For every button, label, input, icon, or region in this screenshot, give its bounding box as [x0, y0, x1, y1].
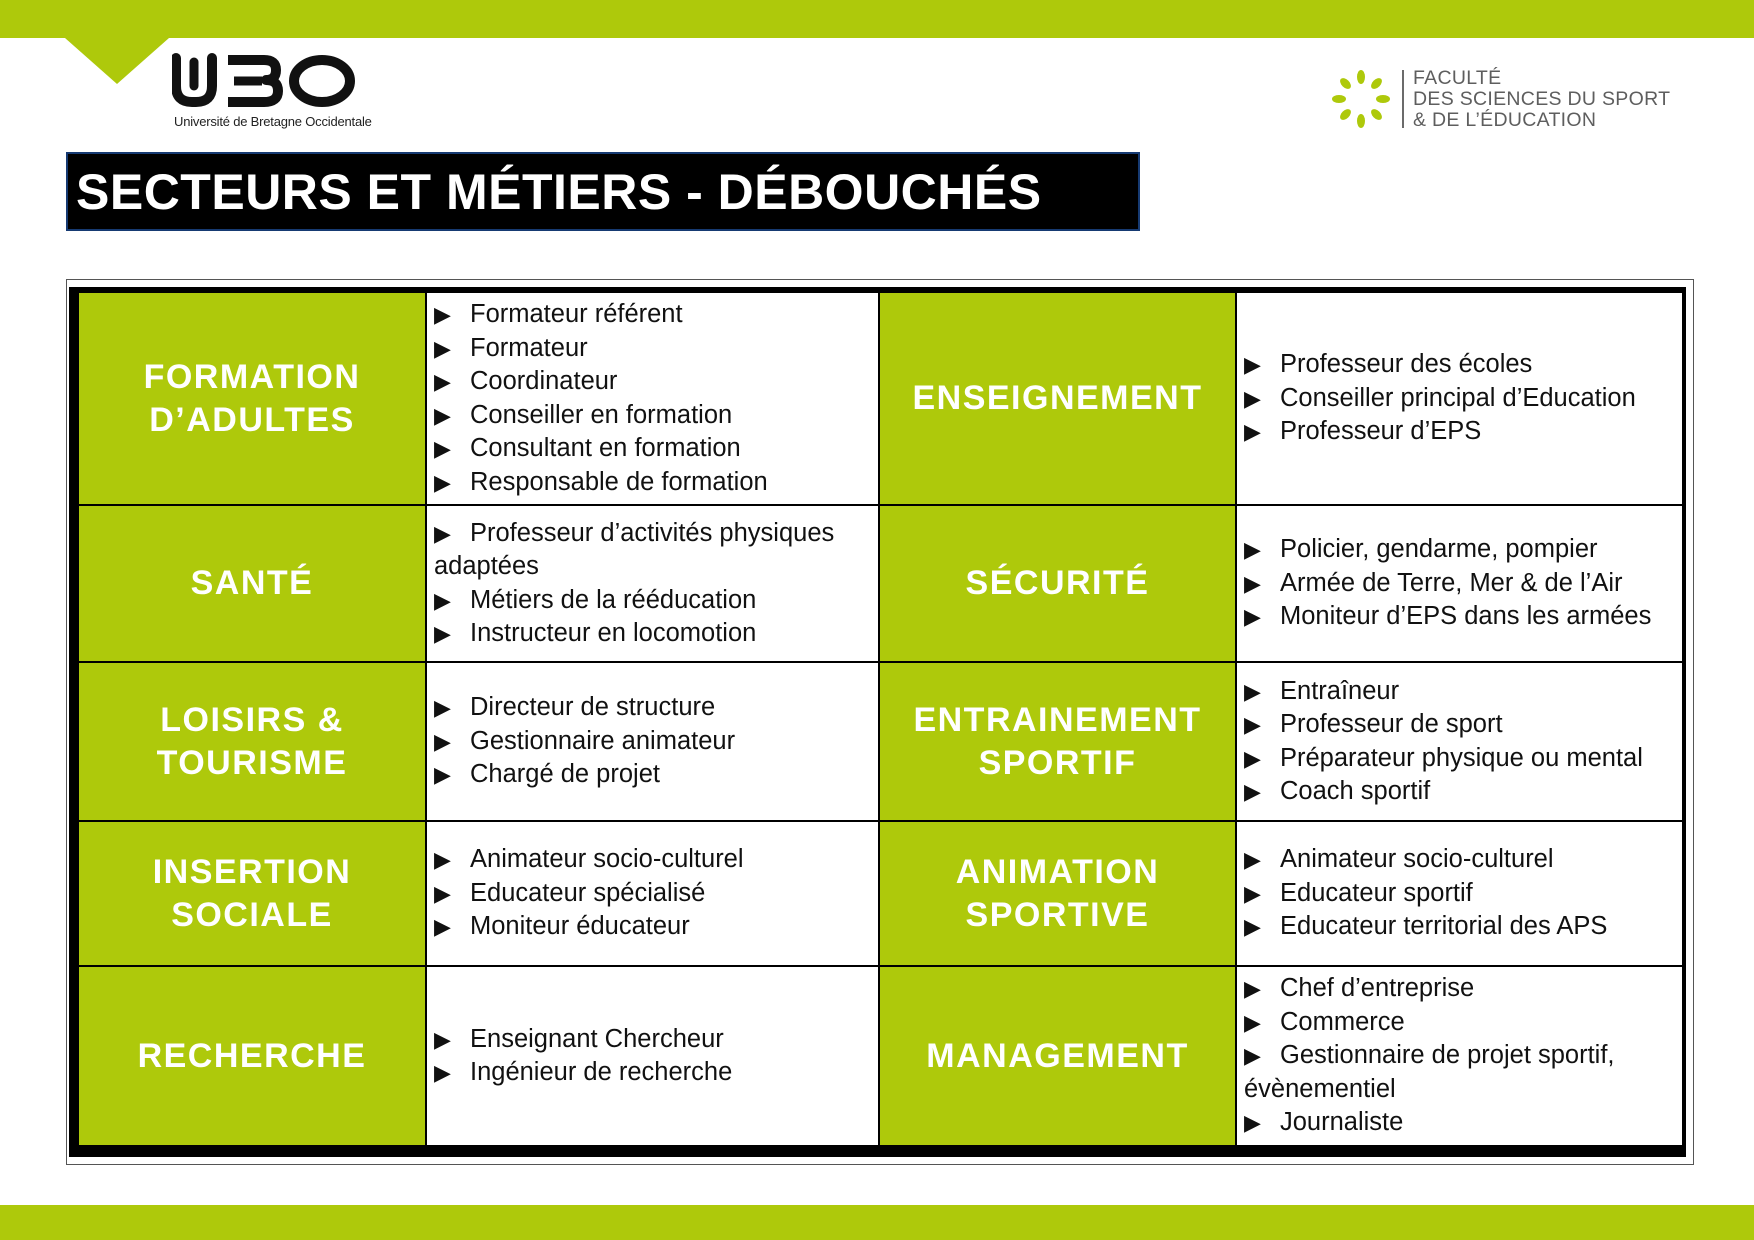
job-label: Journaliste — [1280, 1108, 1404, 1137]
bullet-arrow-icon: ▶ — [434, 914, 451, 940]
job-label: Conseiller en formation — [470, 400, 733, 429]
job-label: Educateur sportif — [1280, 878, 1473, 907]
bullet-arrow-icon: ▶ — [434, 520, 451, 546]
ubo-logo-mark — [172, 52, 358, 110]
bullet-arrow-icon: ▶ — [1244, 1009, 1261, 1035]
job-label: Armée de Terre, Mer & de l’Air — [1280, 568, 1623, 597]
top-band — [0, 0, 1754, 38]
bullet-arrow-icon: ▶ — [434, 847, 451, 873]
job-label: Coordinateur — [470, 367, 618, 395]
job-item — [1244, 910, 1607, 944]
bullet-arrow-icon: ▶ — [434, 436, 451, 461]
bullet-arrow-icon: ▶ — [1244, 604, 1261, 630]
job-item — [434, 691, 735, 725]
job-item — [434, 432, 768, 466]
sectors-table — [79, 293, 1682, 1151]
job-label: Enseignant Chercheur — [470, 1024, 724, 1053]
jobs-cell — [1237, 822, 1682, 965]
bullet-arrow-icon: ▶ — [434, 762, 451, 788]
jobs-list — [434, 298, 768, 499]
sector-label: INSERTION SOCIALE — [79, 822, 425, 965]
job-label: Gestionnaire animateur — [470, 726, 736, 755]
sector-label: MANAGEMENT — [880, 967, 1235, 1145]
bullet-arrow-icon: ▶ — [434, 1026, 451, 1052]
bullet-arrow-icon: ▶ — [434, 469, 451, 495]
bullet-arrow-icon: ▶ — [1244, 352, 1261, 378]
job-label: Professeur d’EPS — [1280, 417, 1482, 446]
faculty-logo-text — [1413, 68, 1670, 131]
job-item — [1244, 742, 1643, 776]
job-item — [1244, 775, 1643, 809]
bullet-arrow-icon: ▶ — [1244, 385, 1261, 411]
bullet-arrow-icon: ▶ — [434, 587, 451, 613]
bullet-arrow-icon: ▶ — [1244, 1043, 1261, 1069]
job-label: Professeur de sport — [1280, 710, 1503, 738]
faculty-logo-separator — [1402, 70, 1404, 128]
jobs-list — [434, 1023, 732, 1090]
sun-burst-icon — [1330, 68, 1392, 130]
sector-label: ENTRAINEMENT SPORTIF — [880, 663, 1235, 820]
job-label: Entraîneur — [1280, 676, 1400, 705]
job-item — [1244, 1039, 1682, 1106]
job-item — [1244, 567, 1651, 601]
job-label: Chef d’entreprise — [1280, 974, 1475, 1003]
bullet-arrow-icon: ▶ — [1244, 1110, 1261, 1136]
sector-label: SANTÉ — [79, 506, 425, 661]
bullet-arrow-icon: ▶ — [1244, 976, 1261, 1002]
job-label: Formateur — [470, 333, 588, 362]
faculty-logo — [1330, 64, 1710, 134]
job-label: Educateur territorial des APS — [1280, 912, 1608, 941]
job-label: Policier, gendarme, pompier — [1280, 535, 1598, 564]
bullet-arrow-icon: ▶ — [434, 369, 451, 394]
jobs-list — [1244, 843, 1607, 944]
job-item — [1244, 415, 1636, 449]
jobs-cell — [1237, 506, 1682, 661]
bullet-arrow-icon: ▶ — [434, 695, 451, 721]
faculty-line-2: DES SCIENCES DU SPORT — [1413, 88, 1671, 110]
bullet-arrow-icon: ▶ — [1244, 847, 1261, 873]
job-item — [1244, 348, 1636, 382]
job-label: Consultant en formation — [470, 434, 741, 462]
job-label: Moniteur d’EPS dans les armées — [1280, 602, 1652, 631]
sector-label: FORMATION D’ADULTES — [79, 293, 425, 504]
jobs-list — [1244, 533, 1651, 634]
bullet-arrow-icon: ▶ — [1244, 678, 1261, 704]
job-item — [434, 332, 768, 366]
bullet-arrow-icon: ▶ — [434, 621, 451, 646]
job-item — [434, 725, 735, 759]
job-label: Préparateur physique ou mental — [1280, 743, 1643, 772]
bullet-arrow-icon: ▶ — [1244, 712, 1261, 737]
jobs-list — [1244, 348, 1636, 449]
bullet-arrow-icon: ▶ — [1244, 779, 1261, 804]
bullet-arrow-icon: ▶ — [434, 880, 451, 906]
job-label: Moniteur éducateur — [470, 912, 690, 941]
job-item — [434, 877, 744, 911]
bullet-arrow-icon: ▶ — [434, 1060, 451, 1085]
job-label: Conseiller principal d’Education — [1280, 383, 1636, 412]
jobs-cell — [1237, 293, 1682, 504]
job-label: Commerce — [1280, 1007, 1405, 1036]
job-label: Professeur des écoles — [1280, 350, 1533, 379]
bullet-arrow-icon: ▶ — [1244, 537, 1261, 563]
sector-label: SÉCURITÉ — [880, 506, 1235, 661]
ubo-subtitle: Université de Bretagne Occidentale — [174, 114, 372, 129]
job-item — [1244, 675, 1643, 709]
bullet-arrow-icon: ▶ — [1244, 745, 1261, 771]
jobs-cell — [1237, 663, 1682, 820]
job-item — [1244, 1106, 1682, 1140]
job-item — [434, 758, 735, 792]
jobs-cell — [427, 663, 878, 820]
jobs-list — [434, 691, 735, 792]
job-item — [1244, 877, 1607, 911]
job-item — [434, 399, 768, 433]
faculty-line-1: FACULTÉ — [1413, 67, 1502, 89]
job-item — [434, 1056, 732, 1090]
job-item — [1244, 382, 1636, 416]
bullet-arrow-icon: ▶ — [434, 402, 451, 428]
bullet-arrow-icon: ▶ — [1244, 880, 1261, 906]
job-label: Instructeur en locomotion — [470, 619, 757, 647]
job-item — [1244, 708, 1643, 742]
job-label: Animateur socio-culturel — [1280, 845, 1554, 874]
job-item — [434, 617, 878, 651]
job-label: Coach sportif — [1280, 777, 1431, 805]
faculty-line-3: & DE L’ÉDUCATION — [1413, 109, 1597, 131]
job-label: Gestionnaire de projet sportif, évènementiel — [1244, 1041, 1615, 1103]
bullet-arrow-icon: ▶ — [434, 335, 451, 361]
bottom-band — [0, 1205, 1754, 1240]
job-item — [434, 365, 768, 399]
job-label: Ingénieur de recherche — [470, 1058, 733, 1086]
bullet-arrow-icon: ▶ — [434, 728, 451, 754]
bullet-arrow-icon: ▶ — [1244, 419, 1261, 445]
job-label: Chargé de projet — [470, 760, 660, 789]
bullet-arrow-icon: ▶ — [1244, 914, 1261, 940]
job-item — [434, 843, 744, 877]
page-title: SECTEURS ET MÉTIERS - DÉBOUCHÉS — [66, 152, 1140, 231]
job-label: Formateur référent — [470, 300, 683, 328]
jobs-list — [434, 843, 744, 944]
top-notch — [65, 38, 169, 84]
job-item — [1244, 1006, 1682, 1040]
jobs-list — [1244, 675, 1643, 809]
sector-label: ENSEIGNEMENT — [880, 293, 1235, 504]
bullet-arrow-icon: ▶ — [434, 302, 451, 327]
job-label: Directeur de structure — [470, 693, 716, 722]
job-item — [434, 466, 768, 500]
job-item — [1244, 843, 1607, 877]
job-item — [434, 910, 744, 944]
job-label: Responsable de formation — [470, 467, 768, 496]
jobs-cell — [427, 506, 878, 661]
job-label: Animateur socio-culturel — [470, 845, 744, 874]
jobs-cell — [1237, 967, 1682, 1145]
job-item — [1244, 533, 1651, 567]
ubo-logo — [172, 52, 372, 132]
jobs-list — [1244, 972, 1682, 1140]
job-item — [434, 584, 878, 618]
sector-label: ANIMATION SPORTIVE — [880, 822, 1235, 965]
job-label: Métiers de la rééducation — [470, 585, 757, 614]
sector-label: RECHERCHE — [79, 967, 425, 1145]
jobs-cell — [427, 293, 878, 504]
bullet-arrow-icon: ▶ — [1244, 570, 1261, 596]
sector-label: LOISIRS & TOURISME — [79, 663, 425, 820]
job-item — [1244, 600, 1651, 634]
job-label: Educateur spécialisé — [470, 878, 706, 907]
job-item — [1244, 972, 1682, 1006]
job-label: Professeur d’activités physiques adaptées — [434, 518, 835, 580]
jobs-cell — [427, 967, 878, 1145]
job-item — [434, 298, 768, 332]
jobs-cell — [427, 822, 878, 965]
job-item — [434, 1023, 732, 1057]
job-item — [434, 517, 878, 584]
jobs-list — [434, 517, 878, 651]
